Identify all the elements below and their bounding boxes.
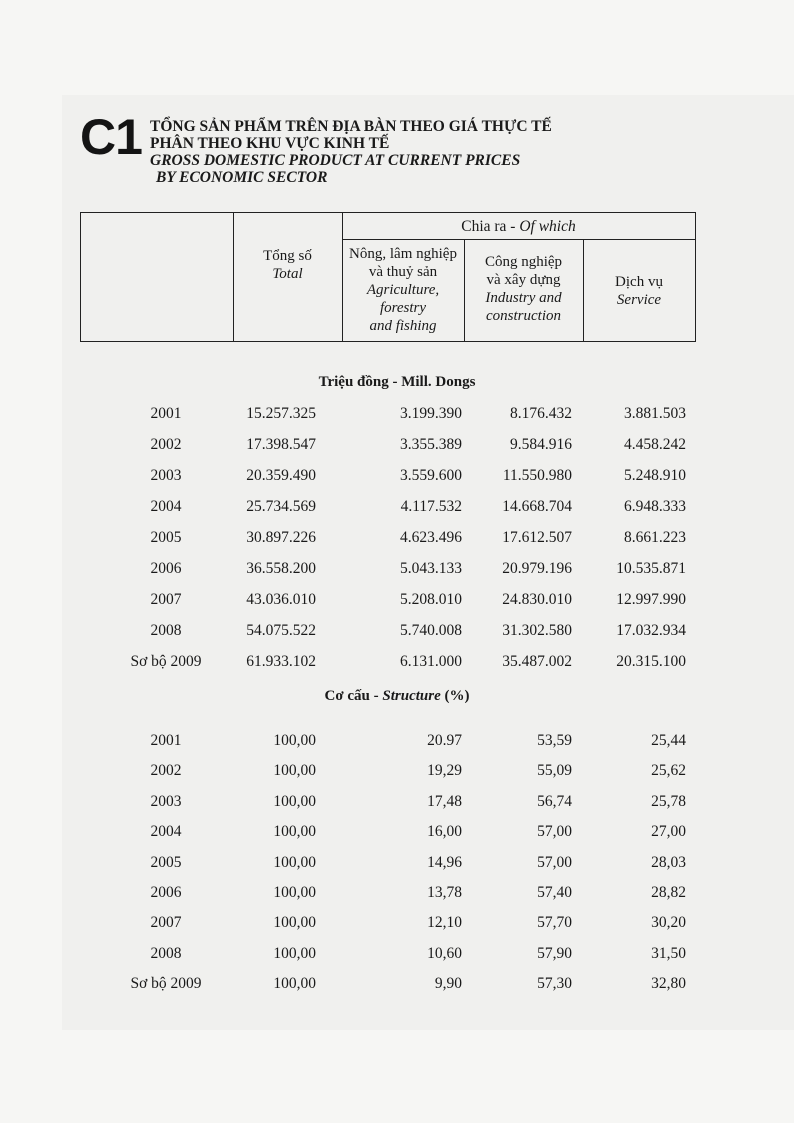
- cell-svc: 28,03: [651, 853, 686, 871]
- cell-total: 100,00: [273, 823, 316, 841]
- cell-ind: 35.487.002: [502, 653, 572, 670]
- cell-agri: 9,90: [434, 975, 462, 993]
- cell-ind: 20.979.196: [502, 560, 572, 577]
- cell-total: 100,00: [273, 944, 316, 962]
- cell-agri: 3.199.390: [400, 405, 462, 422]
- table-row: [0, 854, 794, 876]
- title-vi-line2: PHÂN THEO KHU VỰC KINH TẾ: [150, 135, 390, 152]
- cell-year: 2006: [150, 884, 182, 901]
- table-row: [0, 945, 794, 967]
- cell-total: 100,00: [273, 762, 316, 780]
- cell-svc: 4.458.242: [624, 436, 686, 453]
- cell-total: 54.075.522: [246, 622, 316, 639]
- cell-year: 2004: [150, 498, 182, 515]
- cell-ind: 57,30: [537, 975, 572, 993]
- table-row: [0, 793, 794, 815]
- cell-year: 2003: [150, 792, 182, 810]
- cell-total: 100,00: [273, 884, 316, 901]
- cell-ind: 57,90: [537, 944, 572, 962]
- cell-agri: 5.740.008: [400, 622, 462, 639]
- cell-svc: 28,82: [651, 884, 686, 901]
- cell-svc: 8.661.223: [624, 529, 686, 546]
- table-row: [0, 405, 794, 427]
- cell-year: 2006: [150, 560, 182, 577]
- cell-agri: 5.208.010: [400, 591, 462, 608]
- table-row: [0, 823, 794, 845]
- cell-ind: 56,74: [537, 792, 572, 810]
- cell-ind: 11.550.980: [502, 467, 572, 484]
- header-of-which: Chia ra - Of which: [461, 218, 576, 235]
- cell-agri: 5.043.133: [400, 560, 462, 577]
- header-industry: Công nghiệp và xây dựng Industry and construction: [484, 254, 563, 324]
- cell-ind: 57,00: [537, 823, 572, 841]
- cell-total: 36.558.200: [246, 560, 316, 577]
- table-row: [0, 732, 794, 754]
- cell-agri: 20.97: [427, 732, 462, 749]
- cell-total: 100,00: [273, 792, 316, 810]
- table-row: [0, 622, 794, 644]
- cell-total: 43.036.010: [246, 591, 316, 608]
- cell-total: 15.257.325: [246, 405, 316, 422]
- table-row: [0, 762, 794, 784]
- cell-total: 61.933.102: [246, 653, 316, 670]
- cell-year: 2001: [150, 732, 182, 749]
- cell-year: 2004: [150, 823, 182, 841]
- section-title-structure: Cơ cấu - Structure (%): [324, 688, 470, 704]
- table-row: [0, 436, 794, 458]
- cell-agri: 4.117.532: [400, 498, 462, 515]
- table-row: [0, 591, 794, 613]
- cell-year: Sơ bộ 2009: [130, 975, 202, 993]
- cell-ind: 57,40: [537, 884, 572, 901]
- header-agriculture: Nông, lâm nghiệp và thuỷ sản Agriculture, forestry and fishing: [349, 246, 457, 334]
- cell-agri: 4.623.496: [400, 529, 462, 546]
- cell-ind: 8.176.432: [510, 405, 572, 422]
- cell-agri: 13,78: [427, 884, 462, 901]
- table-row: [0, 560, 794, 582]
- cell-svc: 25,78: [651, 792, 686, 810]
- cell-svc: 17.032.934: [616, 622, 686, 639]
- table-row: [0, 914, 794, 936]
- cell-ind: 53,59: [537, 732, 572, 749]
- cell-svc: 5.248.910: [624, 467, 686, 484]
- cell-year: 2008: [150, 622, 182, 639]
- cell-ind: 14.668.704: [502, 498, 572, 515]
- cell-year: 2005: [150, 529, 182, 546]
- cell-agri: 10,60: [427, 944, 462, 962]
- cell-svc: 31,50: [651, 944, 686, 962]
- cell-year: 2007: [150, 591, 182, 608]
- cell-svc: 3.881.503: [624, 405, 686, 422]
- cell-year: 2007: [150, 914, 182, 932]
- cell-svc: 10.535.871: [616, 560, 686, 577]
- header-total: Tổng số Total: [263, 248, 312, 282]
- cell-ind: 9.584.916: [510, 436, 572, 453]
- title-en-line1: GROSS DOMESTIC PRODUCT AT CURRENT PRICES: [150, 152, 521, 169]
- table-row: [0, 498, 794, 520]
- cell-agri: 12,10: [427, 914, 462, 932]
- cell-total: 100,00: [273, 853, 316, 871]
- table-row: [0, 529, 794, 551]
- cell-ind: 24.830.010: [502, 591, 572, 608]
- cell-ind: 31.302.580: [502, 622, 572, 639]
- cell-agri: 6.131.000: [400, 653, 462, 670]
- cell-agri: 19,29: [427, 762, 462, 780]
- cell-year: 2005: [150, 853, 182, 871]
- cell-ind: 55,09: [537, 762, 572, 780]
- cell-agri: 17,48: [427, 792, 462, 810]
- cell-year: 2002: [150, 762, 182, 780]
- cell-total: 100,00: [273, 914, 316, 932]
- cell-svc: 20.315.100: [616, 653, 686, 670]
- table-row: [0, 975, 794, 997]
- cell-year: 2003: [150, 467, 182, 484]
- cell-agri: 14,96: [427, 853, 462, 871]
- cell-total: 25.734.569: [246, 498, 316, 515]
- cell-svc: 6.948.333: [624, 498, 686, 515]
- cell-year: 2002: [150, 436, 182, 453]
- cell-year: Sơ bộ 2009: [130, 653, 202, 670]
- cell-svc: 27,00: [651, 823, 686, 841]
- cell-svc: 25,62: [651, 762, 686, 780]
- table-title: [150, 118, 552, 186]
- table-row: [0, 467, 794, 489]
- section-title-value: Triệu đồng - Mill. Dongs: [318, 374, 476, 390]
- title-en-line2: BY ECONOMIC SECTOR: [156, 169, 328, 186]
- cell-svc: 32,80: [651, 975, 686, 993]
- cell-total: 100,00: [273, 975, 316, 993]
- cell-year: 2001: [150, 405, 182, 422]
- cell-svc: 25,44: [651, 732, 686, 749]
- cell-ind: 17.612.507: [502, 529, 572, 546]
- cell-agri: 3.355.389: [400, 436, 462, 453]
- cell-ind: 57,70: [537, 914, 572, 932]
- cell-agri: 16,00: [427, 823, 462, 841]
- table-row: [0, 653, 794, 675]
- table-row: [0, 884, 794, 906]
- cell-total: 20.359.490: [246, 467, 316, 484]
- cell-total: 100,00: [273, 732, 316, 749]
- cell-svc: 12.997.990: [616, 591, 686, 608]
- cell-total: 30.897.226: [246, 529, 316, 546]
- cell-svc: 30,20: [651, 914, 686, 932]
- cell-ind: 57,00: [537, 853, 572, 871]
- cell-year: 2008: [150, 944, 182, 962]
- header-service: Dịch vụ Service: [615, 274, 663, 308]
- title-vi-line1: TỔNG SẢN PHẨM TRÊN ĐỊA BÀN THEO GIÁ THỰC TẾ: [150, 118, 552, 135]
- header-divider: [342, 239, 695, 240]
- cell-agri: 3.559.600: [400, 467, 462, 484]
- table-code: C1: [80, 109, 142, 165]
- cell-total: 17.398.547: [246, 436, 316, 453]
- table-header: [80, 212, 696, 342]
